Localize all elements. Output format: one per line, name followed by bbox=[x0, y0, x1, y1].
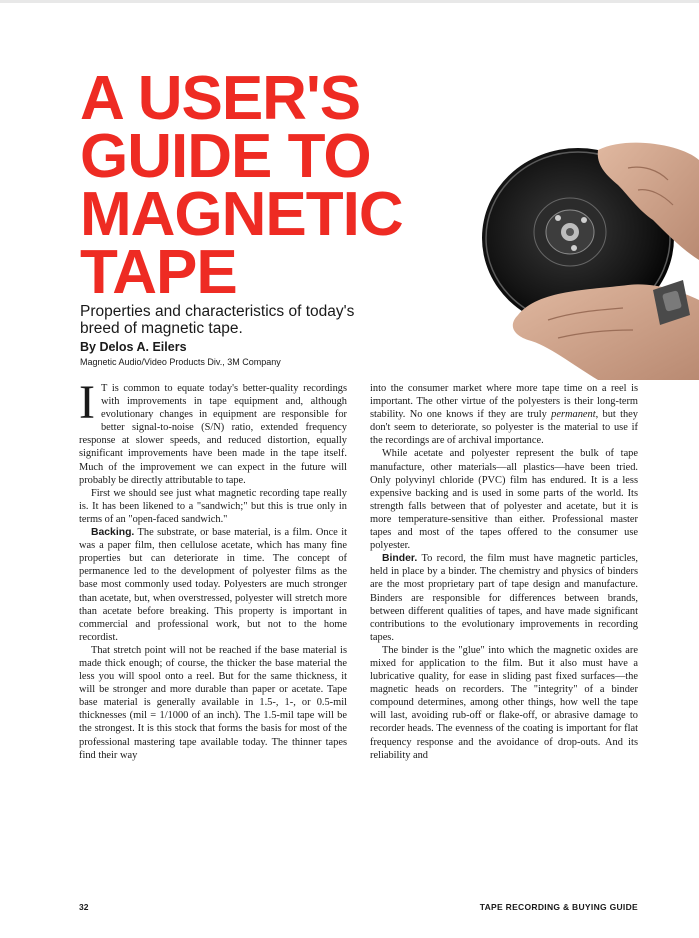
body-paragraph: While acetate and polyester represent the bulk of tape manufacture, other materials—all plastics—have been tried. Only polyvinyl chloride (PVC) film has endured. It is a less expensive backing and is used in some parts of the world. Its strength falls between that of polyester and acetate, but it is more temperature-sensitive than either. Professional master tapes and most of the tapes offered to the consumer use polyester. bbox=[370, 448, 638, 552]
page-number: 32 bbox=[79, 902, 89, 912]
title-line: MAGNETIC bbox=[80, 180, 403, 249]
author-affiliation: Magnetic Audio/Video Products Div., 3M Company bbox=[80, 357, 281, 367]
top-rule bbox=[0, 0, 699, 3]
paragraph-text: , but they don't seem to deteriorate, so polyester is the material to use if the recordings are of archival importance. bbox=[370, 409, 638, 447]
emphasis-text: permanent bbox=[551, 409, 596, 421]
article-title bbox=[80, 64, 403, 307]
title-line: GUIDE TO bbox=[80, 122, 371, 191]
body-paragraph: That stretch point will not be reached if the base material is made thick enough; of course, the thicker the base material the less you will spool onto a reel. But for the same thickness, it will be stronger and more durable than paper or acetate. Tape base material is generally available in 1.5-, 1-, or 0.5-mil thicknesses (mil = 1/1000 of an inch). The 1.5-mil tape will be the strongest. It is this stock that forms the basis for most of the professional mastering tape available today. The thinner tapes find their way bbox=[79, 644, 347, 761]
body-paragraph bbox=[370, 382, 638, 447]
paragraph-text: into the consumer market where more tape time on a reel is important. The other virtue of the polyesters is their long-term stability. No one knows if they are truly bbox=[370, 383, 638, 421]
section-runin-heading: Binder. bbox=[382, 553, 418, 565]
body-column-left bbox=[79, 382, 347, 892]
byline: By Delos A. Eilers bbox=[80, 340, 187, 354]
body-column-right bbox=[370, 382, 638, 892]
body-paragraph: First we should see just what magnetic recording tape really is. It has been likened to a "sandwich;" but this is true only in terms of an "open-faced sandwich." bbox=[79, 487, 347, 525]
article-subtitle: Properties and characteristics of today's breed of magnetic tape. bbox=[80, 303, 355, 337]
hands-holding-tape-reel-photo bbox=[478, 140, 699, 380]
paragraph-text: T is common to equate today's better-quality recordings with improvements in tape equipment and, although evolutionary changes in equipment are responsible for better signal-to-noise (S/N) ratio, extended frequency response at slower speeds, and reduced distortion, equally significant improvements have been made in the tape itself. Much of the improvement we can expect in the future will probably be directly attributable to tape. bbox=[79, 383, 347, 486]
drop-cap: I bbox=[79, 382, 95, 429]
paragraph-text: To record, the film must have magnetic particles, held in place by a binder. The chemistry and physics of binders are the most proprietary part of tape design and manufacture. Binders are responsible for differences between brands, between different qualities of tapes, and have made significant contributions to the evolutionary improvements in recording tapes. bbox=[370, 553, 638, 643]
section-runin-heading: Backing. bbox=[91, 527, 135, 539]
body-paragraph bbox=[79, 526, 347, 644]
paragraph-text: The substrate, or base material, is a film. Once it was a paper film, then cellulose acetate, which has many fine properties but can deteriorate in time. The concept of permanence led to the development of polyester films as the base most commonly used today. Polyesters are much stronger than acetate, but, when overstressed, polyester will stretch more than acetate before breaking. This property is important in commercial and professional work, but not to the home recordist. bbox=[79, 527, 347, 643]
title-line: TAPE bbox=[80, 238, 237, 307]
body-paragraph: The binder is the "glue" into which the magnetic oxides are mixed for application to the film. But it also must have a lubricative quality, for ease in sliding past fixed surfaces—the magnetic heads on recorders. The "integrity" of a binder compound determines, among other things, how well the tape will last, avoiding rub-off or flake-off, or abrasive damage to recorder heads. The evenness of the coating is important for flat frequency response and the avoidance of drop-outs. And its reliability and bbox=[370, 644, 638, 761]
body-paragraph bbox=[370, 552, 638, 644]
body-paragraph bbox=[79, 382, 347, 487]
title-line: A USER'S bbox=[80, 64, 361, 133]
publication-title: TAPE RECORDING & BUYING GUIDE bbox=[479, 902, 638, 912]
